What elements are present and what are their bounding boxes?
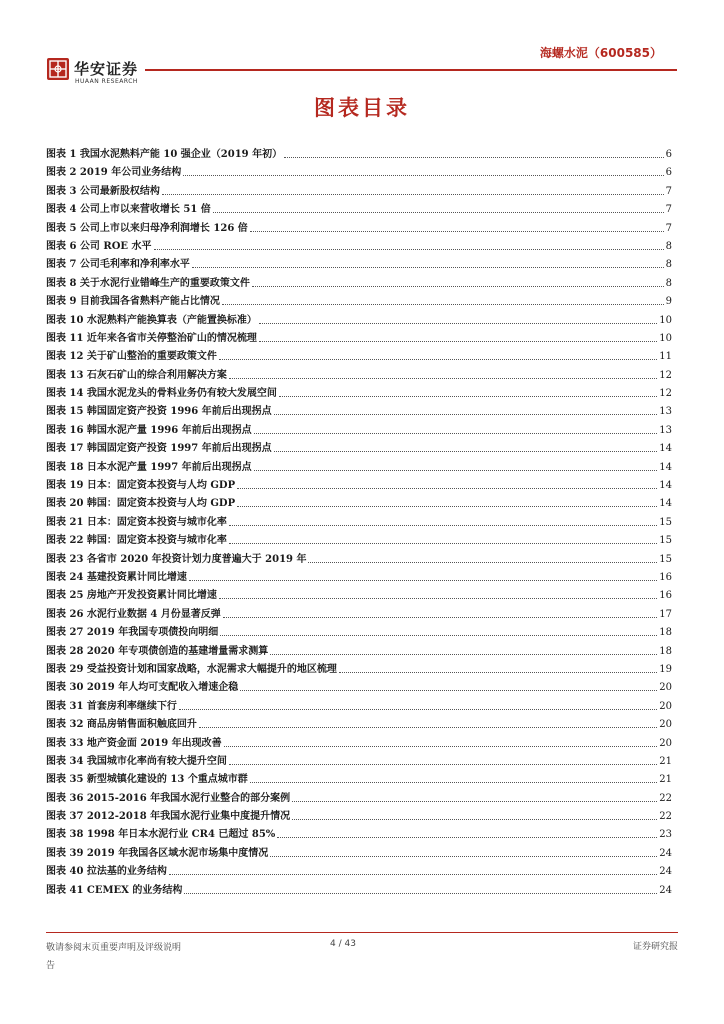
toc-entry[interactable] [46, 569, 672, 587]
toc-entry-page[interactable]: 14 [659, 461, 672, 473]
toc-entry[interactable] [46, 385, 672, 403]
toc-leader-dots [169, 864, 657, 875]
toc-entry-page[interactable]: 14 [659, 443, 672, 455]
toc-entry-label[interactable]: 图表 15 韩国固定资产投资 1996 年前后出现拐点 [46, 406, 272, 418]
toc-leader-dots [250, 221, 664, 232]
toc-leader-dots [183, 165, 663, 176]
toc-entry-label[interactable]: 图表 8 关于水泥行业错峰生产的重要政策文件 [46, 277, 250, 289]
toc-entry[interactable] [46, 735, 672, 753]
toc-entry[interactable] [46, 882, 672, 900]
toc-entry-label[interactable]: 图表 20 韩国：固定资本投资与人均 GDP [46, 498, 236, 510]
toc-entry[interactable] [46, 293, 672, 311]
toc-entry-page[interactable]: 9 [665, 296, 672, 308]
toc-leader-dots [220, 625, 657, 636]
toc-entry-page[interactable]: 8 [665, 240, 672, 252]
toc-leader-dots [192, 257, 664, 268]
toc-entry[interactable] [46, 826, 672, 844]
toc-entry-page[interactable]: 7 [665, 204, 672, 216]
toc-leader-dots [223, 607, 657, 618]
toc-entry-label[interactable]: 图表 32 商品房销售面积触底回升 [46, 719, 197, 731]
toc-entry-page[interactable]: 24 [659, 884, 672, 896]
toc-entry-page[interactable]: 15 [659, 535, 672, 547]
toc-entry[interactable] [46, 220, 672, 238]
toc-entry[interactable] [46, 753, 672, 771]
toc-entry-label[interactable]: 图表 36 2015-2016 年我国水泥行业整合的部分案例 [46, 792, 291, 804]
toc-entry[interactable] [46, 863, 672, 881]
toc-entry-label[interactable]: 图表 1 我国水泥熟料产能 10 强企业（2019 年初） [46, 149, 283, 160]
toc-entry-page[interactable]: 15 [659, 553, 672, 565]
toc-entry[interactable] [46, 845, 672, 863]
toc-leader-dots [254, 423, 658, 434]
toc-leader-dots [292, 791, 657, 802]
toc-leader-dots [229, 533, 657, 544]
toc-entry-page[interactable]: 22 [659, 792, 672, 804]
toc-entry[interactable] [46, 275, 672, 293]
toc-entry-label[interactable]: 图表 37 2012-2018 年我国水泥行业集中度提升情况 [46, 811, 291, 823]
toc-entry-page[interactable]: 24 [659, 847, 672, 859]
toc-leader-dots [240, 680, 657, 691]
toc-entry-page[interactable]: 10 [659, 332, 672, 344]
toc-entry-label[interactable]: 图表 40 拉法基的业务结构 [46, 866, 167, 878]
toc-entry-page[interactable]: 6 [665, 167, 672, 179]
toc-entry[interactable] [46, 495, 672, 513]
toc-entry-label[interactable]: 图表 25 房地产开发投资累计同比增速 [46, 590, 217, 602]
toc-entry-page[interactable]: 10 [659, 314, 672, 326]
toc-entry-page[interactable]: 13 [659, 406, 672, 418]
toc-entry-page[interactable]: 16 [659, 590, 672, 602]
toc-entry-label[interactable]: 图表 39 2019 年我国各区域水泥市场集中度情况 [46, 847, 269, 859]
toc-entry-label[interactable]: 图表 29 受益投资计划和国家战略，水泥需求大幅提升的地区梳理 [46, 663, 337, 675]
toc-entry-page[interactable]: 12 [659, 369, 672, 381]
toc-entry-page[interactable]: 14 [659, 480, 672, 492]
toc-leader-dots [184, 883, 657, 894]
toc-entry-page[interactable]: 18 [659, 645, 672, 657]
toc-entry-label[interactable]: 图表 5 公司上市以来归母净利润增长 126 倍 [46, 222, 248, 234]
toc-entry-label[interactable]: 图表 26 水泥行业数据 4 月份显著反弹 [46, 608, 221, 620]
toc-entry-label[interactable]: 图表 34 我国城市化率尚有较大提升空间 [46, 755, 227, 767]
toc-entry[interactable] [46, 330, 672, 348]
toc-entry-label[interactable]: 图表 24 基建投资累计同比增速 [46, 571, 187, 583]
toc-entry[interactable] [46, 551, 672, 569]
toc-entry[interactable] [46, 790, 672, 808]
stock-name: 海螺水泥（600585） [539, 46, 662, 60]
toc-entry[interactable] [46, 624, 672, 642]
toc-entry-page[interactable]: 8 [665, 277, 672, 289]
toc-entry-page[interactable]: 17 [659, 608, 672, 620]
toc-entry-page[interactable]: 7 [665, 185, 672, 197]
toc-leader-dots [339, 662, 657, 673]
toc-entry[interactable] [46, 183, 672, 201]
toc-entry[interactable] [46, 201, 672, 219]
toc-leader-dots [229, 754, 657, 765]
toc-entry-page[interactable]: 13 [659, 424, 672, 436]
toc-leader-dots [154, 239, 664, 250]
toc-leader-dots [189, 570, 657, 581]
toc-leader-dots [179, 699, 657, 710]
toc-leader-dots [252, 276, 664, 287]
toc-entry-page[interactable]: 24 [659, 866, 672, 878]
toc-entry-page[interactable]: 7 [665, 222, 672, 234]
toc-leader-dots [270, 644, 657, 655]
toc-entry[interactable] [46, 440, 672, 458]
toc-entry-page[interactable]: 18 [659, 627, 672, 639]
toc-leader-dots [292, 809, 657, 820]
toc-entry[interactable] [46, 146, 672, 164]
toc-entry[interactable] [46, 403, 672, 421]
toc-entry[interactable] [46, 698, 672, 716]
toc-entry[interactable] [46, 808, 672, 826]
toc-leader-dots [222, 294, 664, 305]
toc-entry-label[interactable]: 图表 10 水泥熟料产能换算表（产能置换标准） [46, 314, 257, 326]
toc-leader-dots [213, 202, 664, 213]
toc-entry-label[interactable]: 图表 3 公司最新股权结构 [46, 185, 160, 197]
page-title: 图表目录 [314, 96, 410, 120]
toc-entry-label[interactable]: 图表 27 2019 年我国专项债投向明细 [46, 627, 219, 639]
toc-entry-label[interactable]: 图表 9 目前我国各省熟料产能占比情况 [46, 296, 220, 308]
toc-leader-dots [259, 331, 657, 342]
toc-entry-label[interactable]: 图表 31 首套房利率继续下行 [46, 700, 177, 712]
toc-leader-dots [277, 827, 657, 838]
toc-entry-label[interactable]: 图表 21 日本：固定资本投资与城市化率 [46, 516, 227, 528]
report-type: 证券研究报 [632, 942, 678, 952]
footer-disclaimer [46, 939, 226, 975]
toc-entry-page[interactable]: 20 [659, 719, 672, 731]
toc-entry[interactable] [46, 587, 672, 605]
toc-entry-label[interactable]: 图表 6 公司 ROE 水平 [46, 240, 152, 252]
toc-entry-page[interactable]: 23 [659, 829, 672, 841]
toc-entry-page[interactable]: 15 [659, 516, 672, 528]
toc-entry-page[interactable]: 20 [659, 682, 672, 694]
toc-entry-label[interactable]: 图表 12 关于矿山整治的重要政策文件 [46, 351, 217, 363]
toc-entry-label[interactable]: 图表 4 公司上市以来营收增长 51 倍 [46, 204, 211, 216]
toc-entry-page[interactable]: 21 [659, 755, 672, 767]
toc-leader-dots [250, 772, 658, 783]
toc-entry-page[interactable]: 20 [659, 737, 672, 749]
toc-leader-dots [259, 313, 657, 324]
toc-entry[interactable] [46, 771, 672, 789]
toc-leader-dots [270, 846, 657, 857]
toc-entry-label[interactable]: 图表 41 CEMEX 的业务结构 [46, 884, 183, 896]
toc-entry-label[interactable]: 图表 2 2019 年公司业务结构 [46, 167, 182, 179]
toc-entry-label[interactable]: 图表 30 2019 年人均可支配收入增速企稳 [46, 682, 239, 694]
toc-entry-page[interactable]: 14 [659, 498, 672, 510]
logo-subtitle: HUAAN RESEARCH [75, 78, 138, 85]
toc-entry-page[interactable]: 8 [665, 259, 672, 271]
toc-entry[interactable] [46, 661, 672, 679]
toc-leader-dots [237, 478, 657, 489]
toc-entry-page[interactable]: 11 [659, 351, 672, 363]
toc-entry-label[interactable]: 图表 11 近年来各省市关停整治矿山的情况梳理 [46, 332, 257, 344]
toc-entry[interactable] [46, 606, 672, 624]
toc-entry-label[interactable]: 图表 18 日本水泥产量 1997 年前后出现拐点 [46, 461, 252, 473]
toc-entry[interactable] [46, 532, 672, 550]
page-header [0, 0, 724, 90]
toc-entry-label[interactable]: 图表 22 韩国：固定资本投资与城市化率 [46, 535, 227, 547]
toc-entry[interactable] [46, 477, 672, 495]
toc-entry[interactable] [46, 238, 672, 256]
toc-entry-page[interactable]: 16 [659, 571, 672, 583]
disclaimer-tail: 告 [46, 961, 56, 971]
disclaimer-text: 敬请参阅末页重要声明及评级说明 [46, 943, 182, 953]
toc-leader-dots [219, 588, 657, 599]
toc-entry-page[interactable]: 20 [659, 700, 672, 712]
toc-entry-label[interactable]: 图表 28 2020 年专项债创造的基建增量需求测算 [46, 645, 269, 657]
toc-entry-label[interactable]: 图表 7 公司毛利率和净利率水平 [46, 259, 190, 271]
toc-entry-label[interactable]: 图表 14 我国水泥龙头的骨料业务仍有较大发展空间 [46, 388, 277, 400]
toc-leader-dots [279, 386, 657, 397]
toc-leader-dots [254, 460, 658, 471]
toc-leader-dots [219, 349, 657, 360]
toc-leader-dots [308, 552, 657, 563]
toc-leader-dots [274, 404, 658, 415]
toc-entry[interactable] [46, 367, 672, 385]
toc-entry[interactable] [46, 312, 672, 330]
header-divider [145, 69, 677, 71]
toc-entry-label[interactable]: 图表 35 新型城镇化建设的 13 个重点城市群 [46, 774, 248, 786]
toc-entry-label[interactable]: 图表 16 韩国水泥产量 1996 年前后出现拐点 [46, 424, 252, 436]
toc-leader-dots [162, 184, 664, 195]
toc-leader-dots [224, 736, 658, 747]
toc-leader-dots [229, 368, 657, 379]
toc-entry-label[interactable]: 图表 19 日本：固定资本投资与人均 GDP [46, 480, 236, 492]
toc-entry[interactable] [46, 256, 672, 274]
toc-entry-page[interactable]: 21 [659, 774, 672, 786]
toc-leader-dots [284, 147, 664, 158]
page-number: 4 / 43 [330, 939, 356, 949]
toc-entry-page[interactable]: 19 [659, 663, 672, 675]
toc-leader-dots [274, 441, 658, 452]
toc-entry-label[interactable]: 图表 38 1998 年日本水泥行业 CR4 已超过 85% [46, 829, 276, 841]
toc-leader-dots [229, 515, 657, 526]
toc-entry[interactable] [46, 716, 672, 734]
toc-entry-page[interactable]: 12 [659, 388, 672, 400]
toc-entry[interactable] [46, 348, 672, 366]
toc-leader-dots [237, 496, 657, 507]
toc-entry[interactable] [46, 514, 672, 532]
table-of-figures [46, 146, 672, 900]
huaan-seal-icon [47, 58, 69, 80]
toc-entry-page[interactable]: 22 [659, 811, 672, 823]
logo-name: 华安证券 [74, 60, 139, 78]
toc-entry[interactable] [46, 679, 672, 697]
toc-entry-label[interactable]: 图表 33 地产资金面 2019 年出现改善 [46, 737, 222, 749]
toc-entry[interactable] [46, 459, 672, 477]
toc-entry[interactable] [46, 643, 672, 661]
toc-entry-label[interactable]: 图表 23 各省市 2020 年投资计划力度普遍大于 2019 年 [46, 553, 307, 565]
toc-entry-page[interactable]: 6 [665, 149, 672, 160]
toc-leader-dots [199, 717, 657, 728]
toc-entry-label[interactable]: 图表 17 韩国固定资产投资 1997 年前后出现拐点 [46, 443, 272, 455]
toc-entry[interactable] [46, 422, 672, 440]
footer-divider [46, 932, 678, 933]
toc-entry[interactable] [46, 164, 672, 182]
toc-entry-label[interactable]: 图表 13 石灰石矿山的综合利用解决方案 [46, 369, 227, 381]
